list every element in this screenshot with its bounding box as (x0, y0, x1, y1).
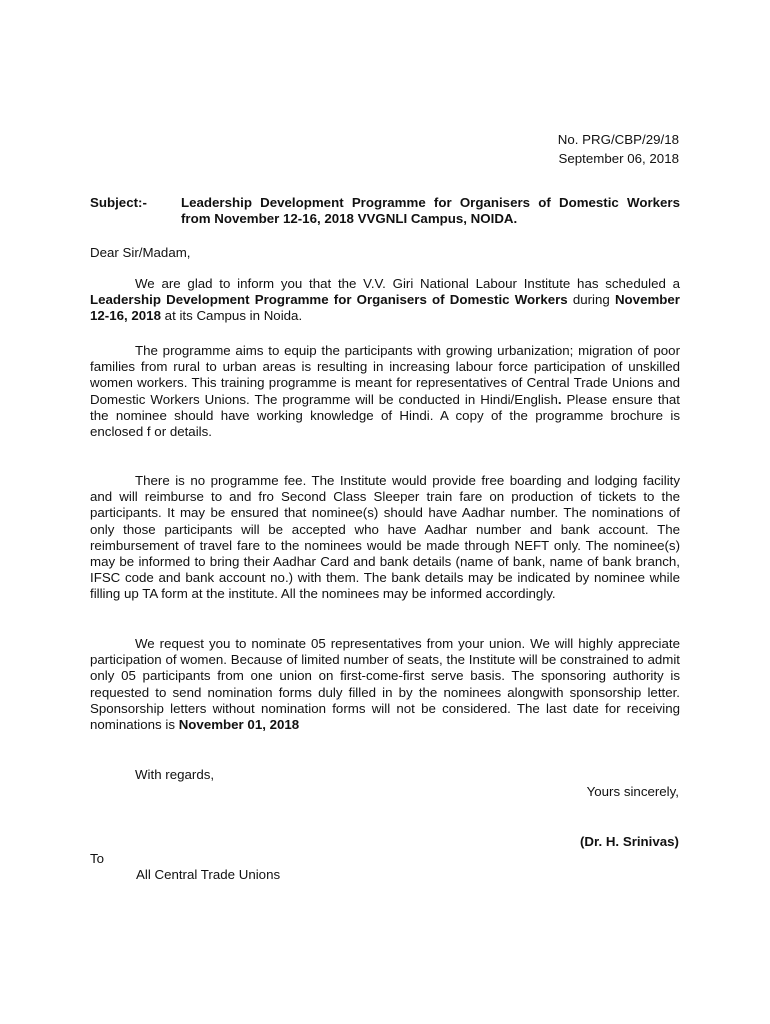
letter-date: September 06, 2018 (558, 151, 679, 166)
yours-sincerely: Yours sincerely, (586, 784, 679, 799)
reference-number: No. PRG/CBP/29/18 (557, 132, 679, 147)
para1-text-2: during (567, 292, 615, 308)
last-date: November 01, 2018 (178, 717, 300, 733)
recipient-name: All Central Trade Unions (136, 867, 281, 882)
programme-name: Leadership Development Programme for Organisers of Domestic Workers (90, 292, 568, 308)
subject-line (90, 195, 680, 227)
to-label: To (90, 851, 105, 866)
para1-text-1: We are glad to inform you that the V.V. Giri National Labour Institute has scheduled a (135, 276, 680, 291)
para4-text-1: We request you to nominate 05 representatives from your union. We will highly appreciate participation of women. Because of limited number of seats, the Institute will be constrained to admit only 05 participants from one union on first-come-first serve basis. The sponsoring authority is requested to send nomination forms duly filled in by the nominees alongwith sponsorship letter. Sponsorship letters without nomination forms will not be considered. The last date for receiving nominations is (90, 636, 680, 733)
salutation: Dear Sir/Madam, (90, 245, 191, 260)
para2-text-1: The programme aims to equip the participants with growing urbanization; migration of poor families from rural to urban areas is resulting in increasing labour force participation of unskilled women workers. This training programme is meant for representatives of Central Trade Unions and Domestic Workers Unions. The programme will be conducted in Hindi/English (90, 343, 680, 407)
para2-bold-period: . (557, 391, 562, 407)
subject-text: Leadership Development Programme for Organisers of Domestic Workers from November 12-16, 2018 VVGNLI Campus, NOIDA. (181, 195, 680, 227)
paragraph-fees: There is no programme fee. The Institute would provide free boarding and lodging facility and will reimburse to and fro Second Class Sleeper train fare on production of tickets to the participants. It may be ensured that nominee(s) should have Aadhar number. The nominations of only those participants will be accepted who have Aadhar number and bank account. The reimbursement of travel fare to the nominees would be made through NEFT only. The nominee(s) may be informed to bring their Aadhar Card and bank details (name of bank, name of bank branch, IFSC code and bank account no.) with them. The bank details may be indicated by nominee while filling up TA form at the institute. All the nominees may be informed accordingly. (90, 473, 680, 602)
programme-dates: November 12-16, 2018 (90, 292, 680, 324)
signatory-name: (Dr. H. Srinivas) (579, 834, 679, 849)
para2-text-2: Please ensure that the nominee should have working knowledge of Hindi. A copy of the programme brochure is enclosed f or details. (90, 391, 680, 440)
reference-block (558, 130, 679, 168)
regards: With regards, (135, 767, 215, 782)
subject-label: Subject:- (90, 195, 147, 210)
paragraph-aims (90, 343, 680, 440)
para1-text-3: at its Campus in Noida. (160, 308, 303, 324)
paragraph-nominations (90, 636, 680, 733)
paragraph-intro (90, 276, 680, 325)
